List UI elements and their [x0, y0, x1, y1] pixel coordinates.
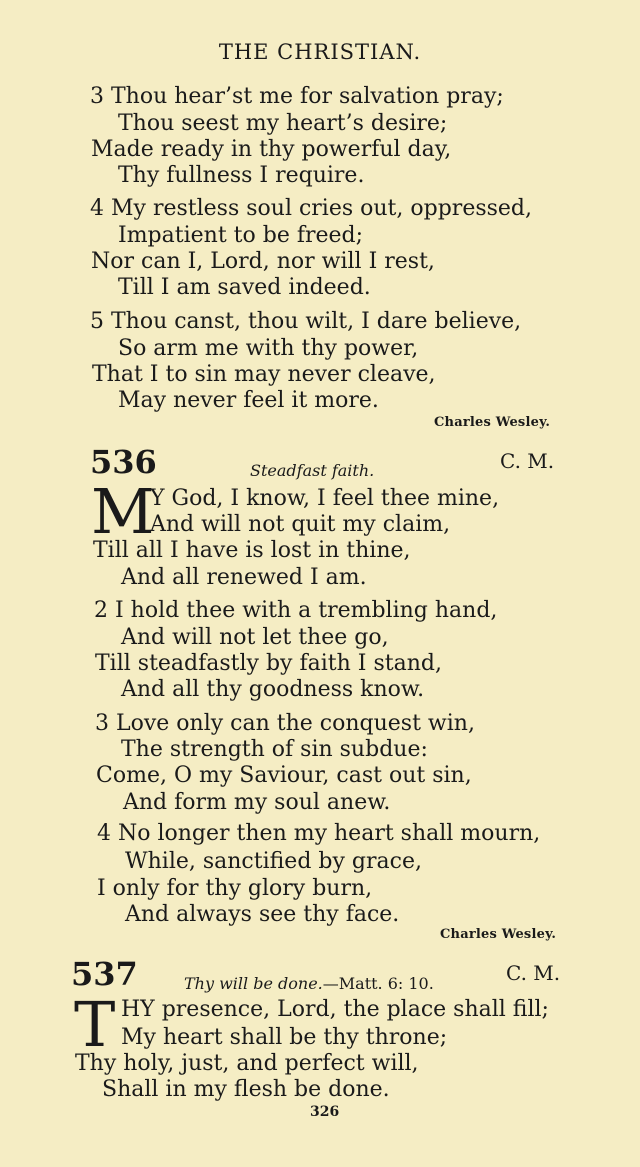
- hymn-title: Thy will be done.: [184, 974, 323, 993]
- verse-line: Made ready in thy powerful day,: [91, 137, 452, 162]
- hymn-meter: C. M.: [506, 961, 561, 985]
- verse-line: So arm me with thy power,: [118, 336, 419, 361]
- hymn-number: 537: [71, 955, 138, 993]
- verse-line: 5 Thou canst, thou wilt, I dare believe,: [90, 309, 522, 334]
- verse-line: 4 My restless soul cries out, oppressed,: [90, 196, 533, 221]
- page-number: 326: [310, 1104, 340, 1120]
- hymn-title-line: [184, 970, 434, 997]
- verse-line: Till steadfastly by faith I stand,: [95, 651, 442, 676]
- verse-line: Y God, I know, I feel thee mine,: [150, 486, 500, 511]
- verse-line: 4 No longer then my heart shall mourn,: [97, 821, 541, 846]
- running-head: THE CHRISTIAN.: [218, 40, 422, 64]
- verse-line: Thou seest my heart’s desire;: [118, 111, 448, 136]
- verse-line: Come, O my Saviour, cast out sin,: [96, 763, 472, 788]
- verse-line: And always see thy face.: [125, 902, 400, 927]
- verse-line: HY presence, Lord, the place shall fill;: [121, 997, 549, 1022]
- scripture-reference: —Matt. 6: 10.: [322, 974, 434, 993]
- verse-line: 3 Love only can the conquest win,: [95, 711, 475, 736]
- hymn-title: Steadfast faith.: [250, 461, 375, 480]
- verse-line: And all renewed I am.: [121, 565, 367, 590]
- verse-line: And form my soul anew.: [123, 790, 391, 815]
- verse-line: Till all I have is lost in thine,: [93, 538, 411, 563]
- drop-cap: T: [74, 988, 116, 1061]
- verse-line: The strength of sin subdue:: [121, 737, 428, 762]
- verse-line: And will not let thee go,: [121, 625, 389, 650]
- author-attribution: Charles Wesley.: [434, 415, 551, 430]
- verse-line: Impatient to be freed;: [118, 223, 364, 248]
- verse-line: Thy fullness I require.: [118, 163, 365, 188]
- drop-cap: M: [91, 475, 155, 548]
- verse-line: Shall in my flesh be done.: [102, 1077, 390, 1102]
- verse-line: 2 I hold thee with a trembling hand,: [94, 598, 498, 623]
- author-attribution: Charles Wesley.: [440, 927, 557, 942]
- verse-line: While, sanctified by grace,: [125, 849, 422, 874]
- verse-line: Thy holy, just, and perfect will,: [75, 1051, 419, 1076]
- verse-line: I only for thy glory burn,: [97, 876, 373, 901]
- verse-line: 3 Thou hear’st me for salvation pray;: [90, 84, 504, 109]
- verse-line: Till I am saved indeed.: [118, 275, 371, 300]
- verse-line: And will not quit my claim,: [150, 512, 451, 537]
- verse-line: That I to sin may never cleave,: [92, 362, 436, 387]
- verse-line: My heart shall be thy throne;: [121, 1025, 448, 1050]
- hymn-number: 536: [90, 443, 157, 481]
- verse-line: Nor can I, Lord, nor will I rest,: [91, 249, 435, 274]
- verse-line: And all thy goodness know.: [121, 677, 425, 702]
- hymn-meter: C. M.: [500, 449, 555, 473]
- verse-line: May never feel it more.: [118, 388, 379, 413]
